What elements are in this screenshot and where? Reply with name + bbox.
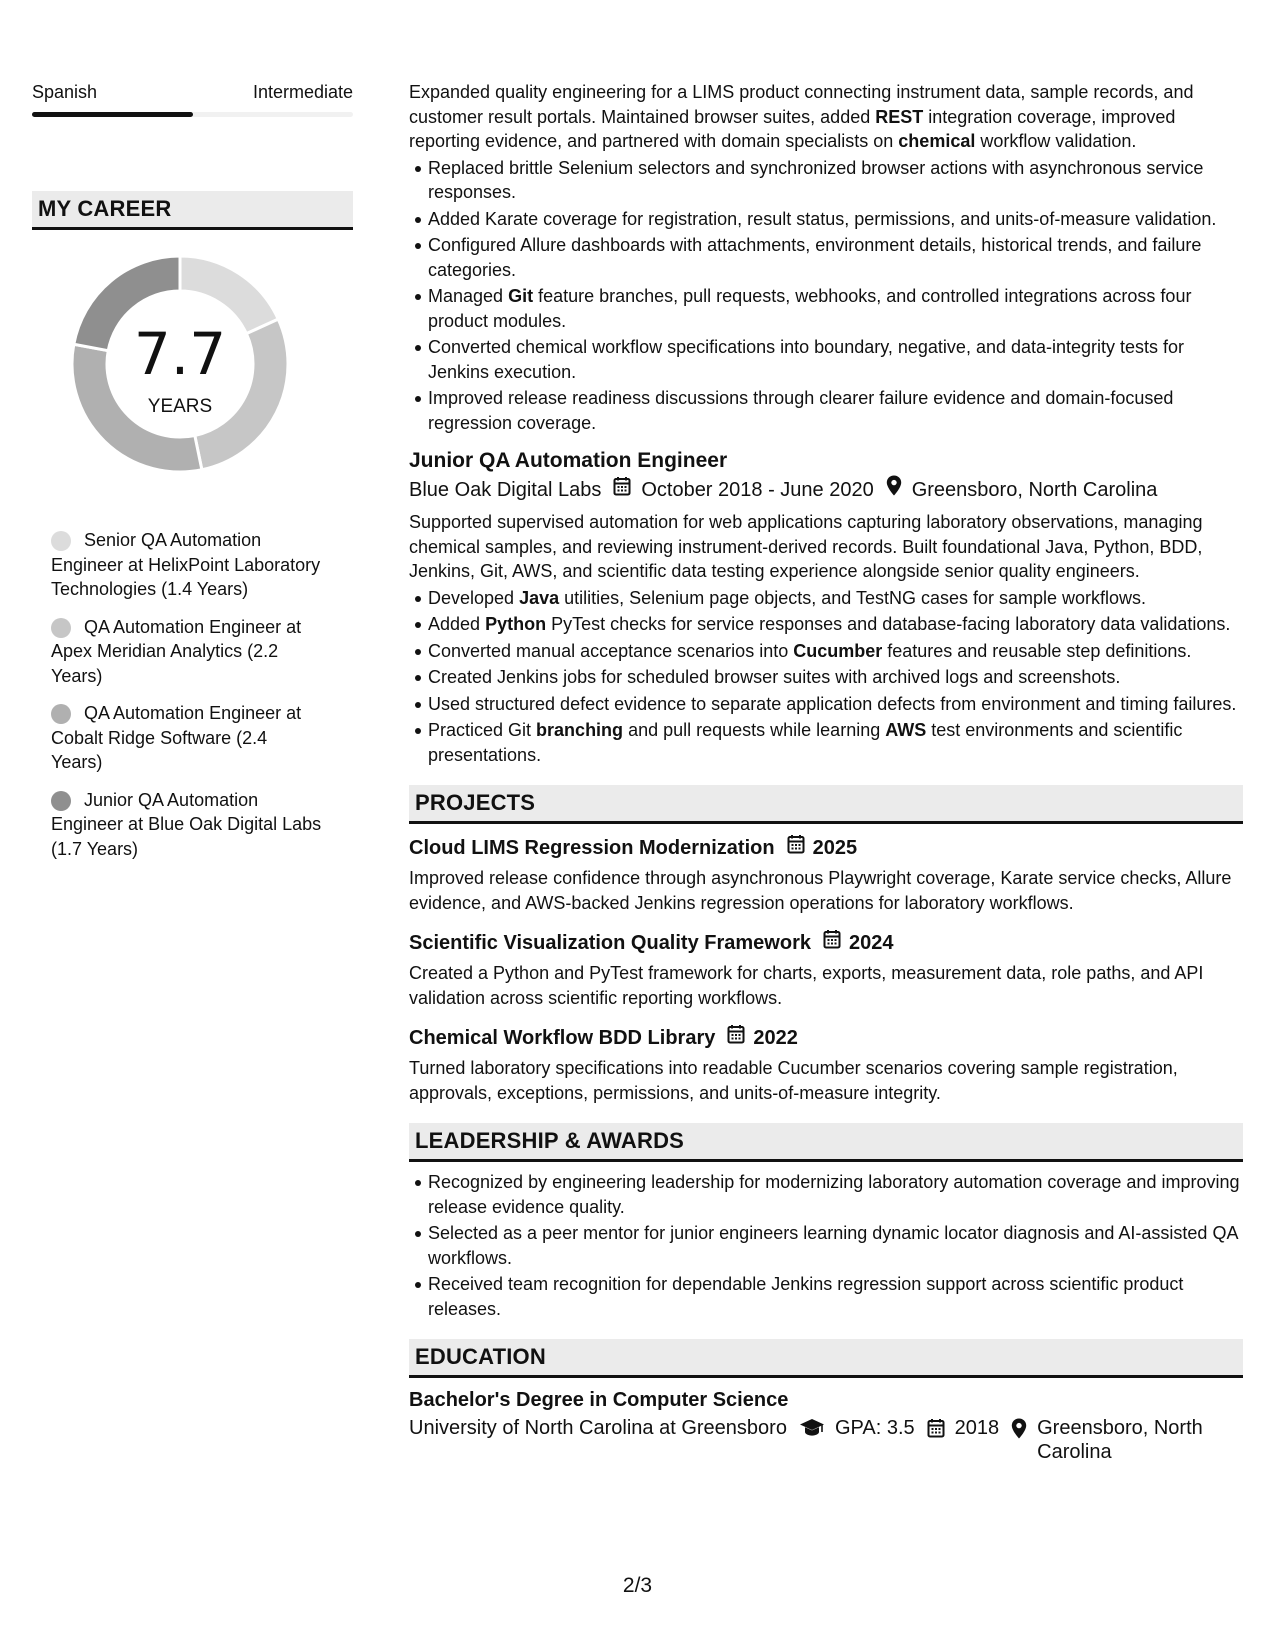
job-company: Blue Oak Digital Labs: [409, 478, 602, 501]
career-legend-item: QA Automation Engineer at Apex Meridian Analytics (2.2 Years): [51, 616, 302, 686]
education-school: University of North Carolina at Greensboro: [409, 1417, 787, 1439]
education-degree: Bachelor's Degree in Computer Science: [409, 1389, 789, 1411]
leadership-list: [409, 1170, 1243, 1321]
legend-swatch: [51, 791, 71, 811]
map-pin-icon: [886, 475, 902, 504]
bullet-item: Added Python PyTest checks for service responses and database-facing laboratory data validations.: [428, 612, 1243, 637]
bullet-item: Selected as a peer mentor for junior engineers learning dynamic locator diagnosis and AI-assisted QA workflows.: [428, 1221, 1243, 1270]
bullet-item: Used structured defect evidence to separate application defects from environment and timing failures.: [428, 692, 1243, 717]
calendar-icon: [927, 1418, 945, 1444]
career-legend-item: QA Automation Engineer at Cobalt Ridge Software (2.4 Years): [51, 703, 302, 772]
language-row: [32, 80, 353, 104]
previous-job-summary: Expanded quality engineering for a LIMS product connecting instrument data, sample records, and customer result portals. Maintained browser suites, added REST integration coverage, improved reporting evidence, and partnered with domain specialists on chemical workflow validation.: [409, 82, 1194, 151]
project-year: 2022: [753, 1027, 798, 1049]
job-location: Greensboro, North Carolina: [911, 478, 1158, 501]
education-meta: [409, 1416, 1243, 1464]
bullet-item: Recognized by engineering leadership for modernizing laboratory automation coverage and improving release evidence quality.: [428, 1170, 1243, 1219]
job-summary: Supported supervised automation for web applications capturing laboratory observations, managing chemical samples, and reviewing instrument-derived records. Built foundational Java, Python, BDD, Jenkins, Git, AWS, and scientific data testing experience alongside senior quality engineers.: [409, 512, 1203, 581]
calendar-icon: [727, 1024, 745, 1052]
education-gpa: GPA: 3.5: [834, 1417, 915, 1439]
leadership-heading: LEADERSHIP & AWARDS: [409, 1123, 1243, 1162]
job-meta: [409, 475, 1243, 504]
legend-swatch: [51, 531, 71, 551]
project-name: Chemical Workflow BDD Library: [409, 1027, 716, 1049]
education-location: Greensboro, North Carolina: [1037, 1417, 1203, 1463]
bullet-item: Created Jenkins jobs for scheduled browser suites with archived logs and screenshots.: [428, 665, 1243, 690]
language-level: Intermediate: [252, 82, 353, 102]
job-dates: October 2018 - June 2020: [641, 478, 874, 501]
bullet-item: Managed Git feature branches, pull requests, webhooks, and controlled integrations across four product modules.: [428, 284, 1243, 333]
career-heading: MY CAREER: [32, 191, 353, 230]
project-title: [409, 929, 1243, 957]
sidebar: [32, 80, 353, 874]
project-name: Scientific Visualization Quality Framework: [409, 932, 811, 954]
graduation-cap-icon: [799, 1418, 825, 1444]
main-content: [409, 80, 1243, 1464]
map-pin-icon: [1011, 1418, 1027, 1445]
bullet-item: Added Karate coverage for registration, result status, permissions, and units-of-measure validation.: [428, 207, 1243, 232]
education-heading: EDUCATION: [409, 1339, 1243, 1378]
career-legend: [32, 528, 322, 861]
language-proficiency-fill: [32, 112, 193, 117]
project-description: Turned laboratory specifications into readable Cucumber scenarios covering sample registration, approvals, exceptions, permissions, and units-of-measure integrity.: [409, 1058, 1178, 1103]
project-year: 2025: [812, 837, 858, 859]
career-legend-item: Senior QA Automation Engineer at HelixPoint Laboratory Technologies (1.4 Years): [51, 530, 321, 599]
page-number: 2/3: [622, 1574, 653, 1597]
career-legend-item: Junior QA Automation Engineer at Blue Oak Digital Labs (1.7 Years): [51, 789, 322, 859]
project-description: Improved release confidence through asynchronous Playwright coverage, Karate service checks, Allure evidence, and AWS-backed Jenkins regression operations for laboratory workflows.: [409, 868, 1232, 913]
project-title: [409, 1024, 1243, 1052]
projects-heading: PROJECTS: [409, 785, 1243, 824]
bullet-item: Developed Java utilities, Selenium page objects, and TestNG cases for sample workflows.: [428, 586, 1243, 611]
project-name: Cloud LIMS Regression Modernization: [409, 837, 775, 859]
education-year: 2018: [954, 1417, 1000, 1439]
career-total-unit: YEARS: [147, 396, 213, 417]
calendar-icon: [787, 834, 805, 862]
project-description: Created a Python and PyTest framework for charts, exports, measurement data, role paths, and API validation across scientific reporting workflows.: [409, 963, 1204, 1008]
bullet-item: Replaced brittle Selenium selectors and synchronized browser actions with asynchronous service responses.: [428, 156, 1243, 205]
bullet-item: Converted manual acceptance scenarios into Cucumber features and reusable step definitions.: [428, 639, 1243, 664]
language-proficiency-bar: [32, 112, 353, 117]
bullet-item: Configured Allure dashboards with attachments, environment details, historical trends, and failure categories.: [428, 233, 1243, 282]
career-total-years: 7.7: [133, 320, 227, 388]
language-name: Spanish: [32, 82, 98, 102]
calendar-icon: [613, 476, 631, 504]
bullet-item: Practiced Git branching and pull requests while learning AWS test environments and scientific presentations.: [428, 718, 1243, 767]
legend-swatch: [51, 618, 71, 638]
bullet-item: Received team recognition for dependable Jenkins regression support across scientific product releases.: [428, 1272, 1243, 1321]
job-title: Junior QA Automation Engineer: [409, 449, 728, 472]
project-title: [409, 834, 1243, 862]
calendar-icon: [823, 929, 841, 957]
job-bullets: [409, 586, 1243, 768]
career-donut-chart: [32, 238, 353, 498]
legend-swatch: [51, 704, 71, 724]
bullet-item: Improved release readiness discussions through clearer failure evidence and domain-focused regression coverage.: [428, 386, 1243, 435]
previous-job-bullets: [409, 156, 1243, 436]
project-year: 2024: [848, 932, 894, 954]
bullet-item: Converted chemical workflow specifications into boundary, negative, and data-integrity tests for Jenkins execution.: [428, 335, 1243, 384]
project-list: [409, 834, 1243, 1105]
